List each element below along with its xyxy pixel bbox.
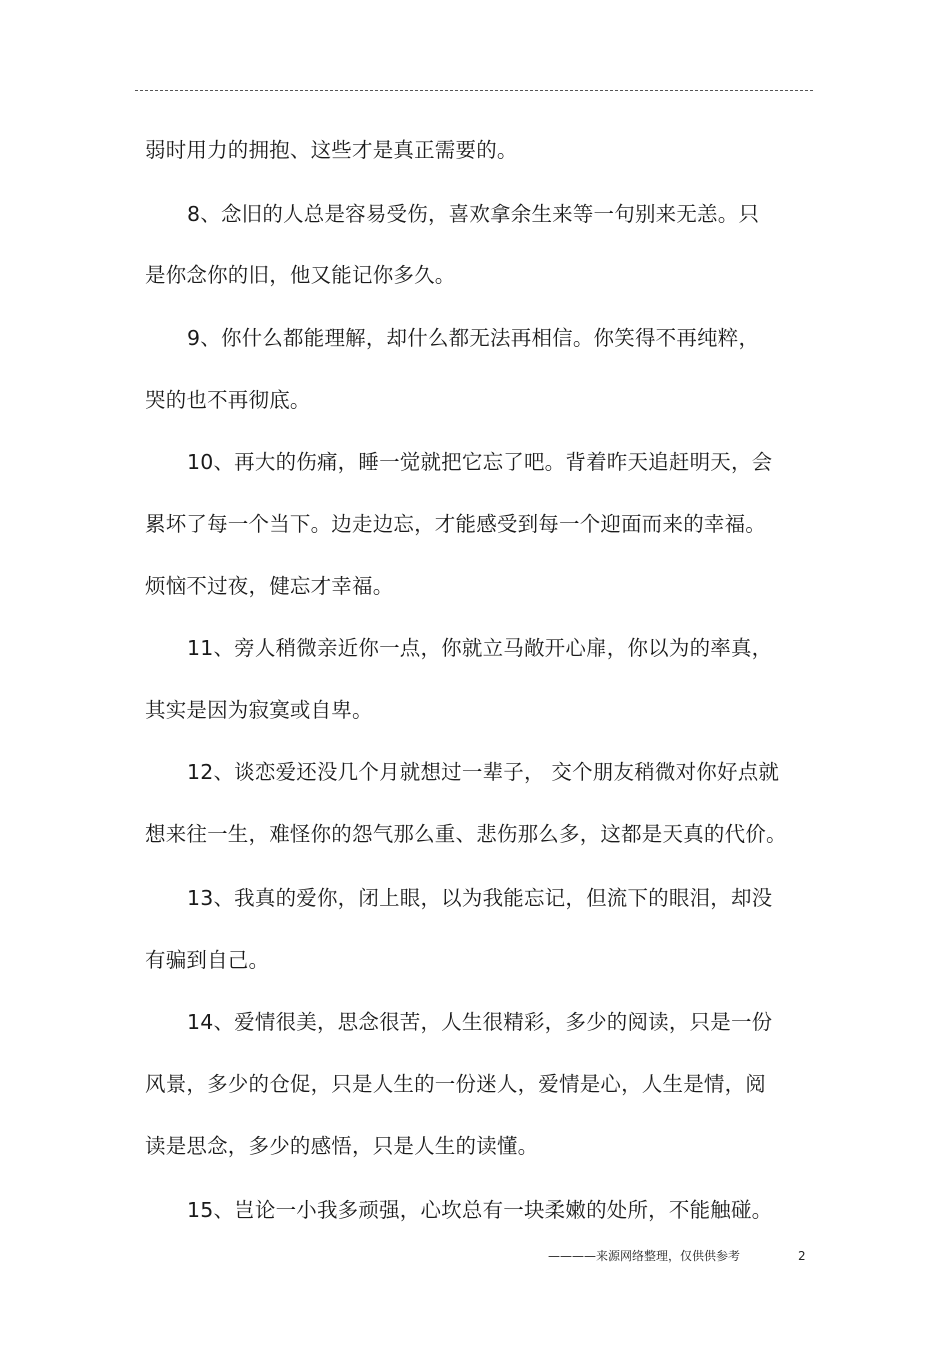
- text-line: 读是思念，多少的感悟，只是人生的读懂。: [145, 1134, 539, 1158]
- text-line: 15、岂论一小我多顽强，心坎总有一块柔嫩的处所，不能触碰。: [187, 1198, 773, 1222]
- text-line: 11、旁人稍微亲近你一点，你就立马敞开心扉，你以为的率真，: [187, 636, 773, 660]
- text-line: 10、再大的伤痛，睡一觉就把它忘了吧。背着昨天追赶明天，会: [187, 450, 773, 474]
- page-number: 2: [798, 1249, 806, 1263]
- text-line: 弱时用力的拥抱、这些才是真正需要的。: [145, 138, 518, 162]
- text-line: 其实是因为寂寞或自卑。: [145, 698, 373, 722]
- footer-source-note: ————来源网络整理，仅供供参考: [548, 1249, 741, 1263]
- text-line: 烦恼不过夜，健忘才幸福。: [145, 574, 394, 598]
- text-line: 13、我真的爱你，闭上眼，以为我能忘记，但流下的眼泪，却没: [187, 886, 773, 910]
- text-line: 想来往一生，难怪你的怨气那么重、悲伤那么多，这都是天真的代价。: [145, 822, 787, 846]
- text-line: 风景，多少的仓促，只是人生的一份迷人，爱情是心，人生是情，阅: [145, 1072, 766, 1096]
- text-line: 累坏了每一个当下。边走边忘，才能感受到每一个迎面而来的幸福。: [145, 512, 766, 536]
- text-line: 14、爱情很美，思念很苦，人生很精彩，多少的阅读，只是一份: [187, 1010, 773, 1034]
- text-line: 8、念旧的人总是容易受伤，喜欢拿余生来等一句别来无恙。只: [187, 202, 760, 226]
- text-line: 有骗到自己。: [145, 948, 270, 972]
- text-line: 是你念你的旧，他又能记你多久。: [145, 263, 456, 287]
- text-line: 哭的也不再彻底。: [145, 388, 311, 412]
- text-line: 12、谈恋爱还没几个月就想过一辈子， 交个朋友稍微对你好点就: [187, 760, 780, 784]
- text-line: 9、你什么都能理解，却什么都无法再相信。你笑得不再纯粹，: [187, 326, 760, 350]
